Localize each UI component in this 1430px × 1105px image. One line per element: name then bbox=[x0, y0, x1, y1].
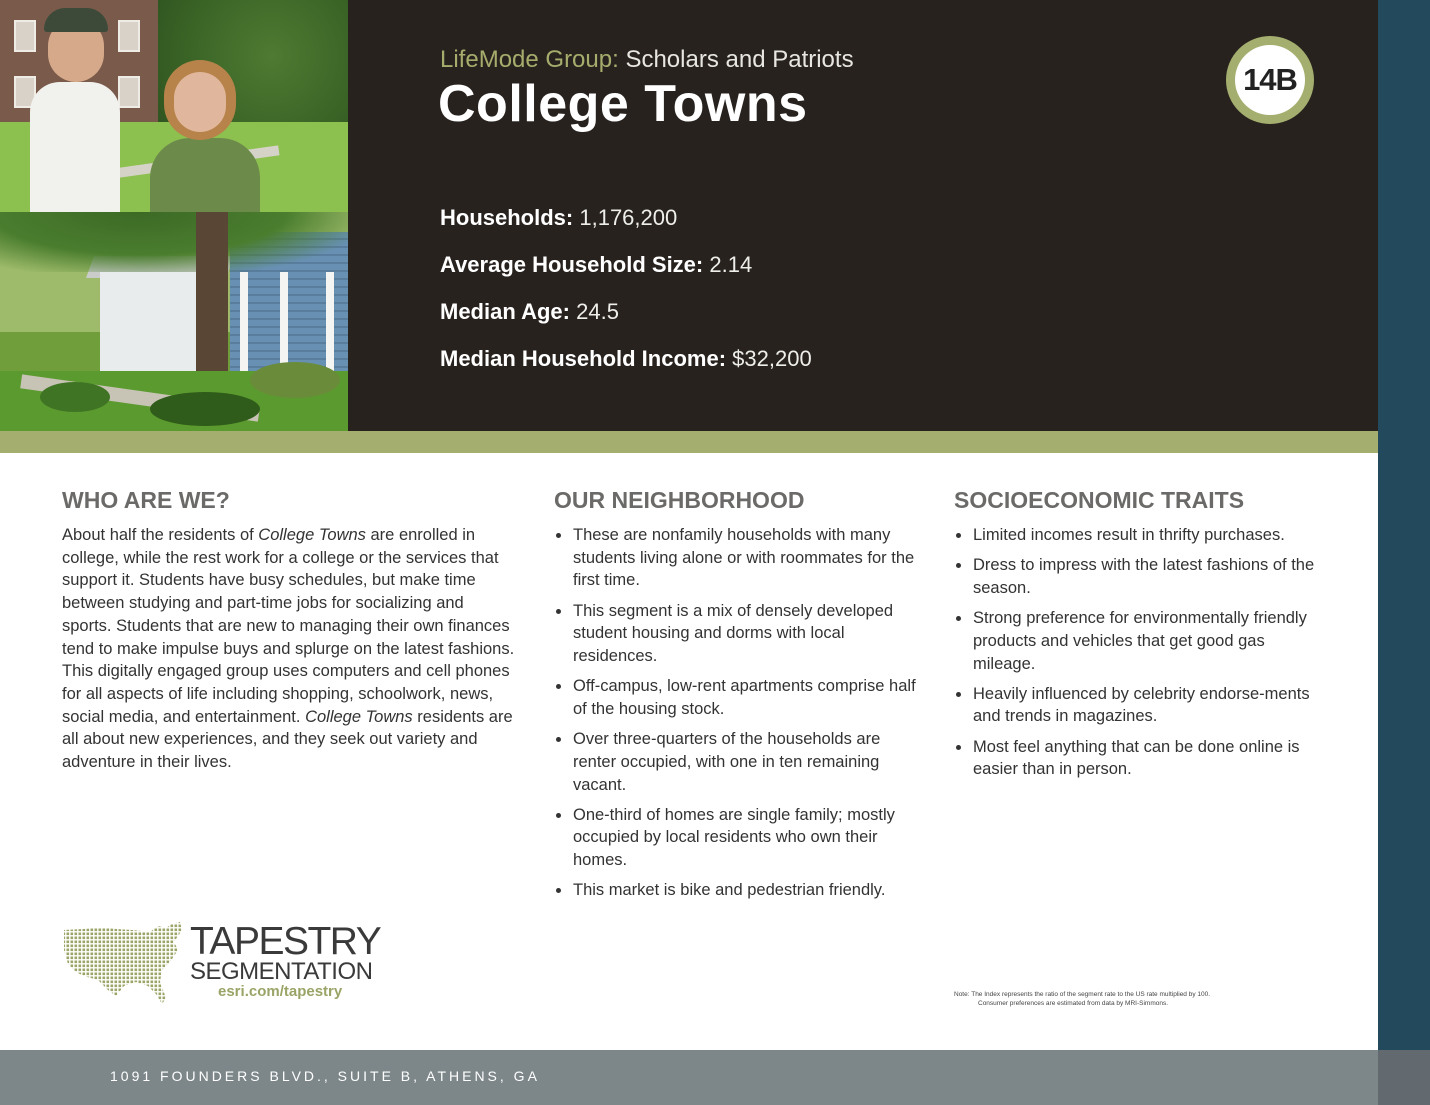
stat-median-age bbox=[440, 299, 812, 346]
our-neighborhood-heading: OUR NEIGHBORHOOD bbox=[554, 487, 805, 513]
socioeconomic-traits-heading: SOCIOECONOMIC TRAITS bbox=[954, 487, 1245, 513]
segment-name-italic: College Towns bbox=[258, 526, 366, 544]
student-woman bbox=[150, 60, 260, 212]
student-man bbox=[40, 8, 110, 212]
houses-photo bbox=[0, 212, 348, 431]
stat-households bbox=[440, 205, 812, 252]
lifemode-group-name: Scholars and Patriots bbox=[625, 46, 854, 73]
stat-label: Average Household Size: bbox=[440, 252, 704, 277]
segment-code-badge bbox=[1226, 36, 1314, 124]
list-item: Strong preference for environmentally friendly products and vehicles that get good gas mileage. bbox=[954, 607, 1319, 675]
list-item: Off-campus, low-rent apartments comprise half of the housing stock. bbox=[554, 675, 924, 720]
neighborhood-list bbox=[554, 524, 924, 910]
stat-value: 1,176,200 bbox=[579, 205, 678, 230]
list-item: Limited incomes result in thrifty purchases. bbox=[954, 524, 1319, 547]
logo-url: esri.com/tapestry bbox=[218, 983, 343, 1000]
list-item: This segment is a mix of densely developed student housing and dorms with local residences. bbox=[554, 600, 924, 668]
list-item: Dress to impress with the latest fashions of the season. bbox=[954, 554, 1319, 599]
right-edge-strip-bottom bbox=[1378, 1050, 1430, 1105]
list-item: Heavily influenced by celebrity endorse-ments and trends in magazines. bbox=[954, 683, 1319, 728]
logo-wordmark-tapestry: TAPESTRY bbox=[190, 920, 381, 963]
stat-label: Median Household Income: bbox=[440, 346, 727, 371]
olive-divider-band bbox=[0, 431, 1378, 453]
segment-header bbox=[348, 0, 1378, 431]
students-photo bbox=[0, 0, 348, 212]
traits-list bbox=[954, 524, 1319, 789]
list-item: One-third of homes are single family; mostly occupied by local residents who own their homes. bbox=[554, 804, 924, 872]
stat-label: Median Age: bbox=[440, 299, 570, 324]
logo-wordmark-segmentation: SEGMENTATION bbox=[190, 958, 373, 985]
right-edge-strip bbox=[1378, 0, 1430, 1050]
us-dot-map-icon bbox=[62, 920, 186, 1006]
list-item: This market is bike and pedestrian friendly. bbox=[554, 879, 924, 902]
stat-value: 24.5 bbox=[576, 299, 619, 324]
index-note bbox=[954, 990, 1314, 1008]
key-stats bbox=[440, 205, 812, 393]
note-line-2: Consumer preferences are estimated from data by MRI-Simmons. bbox=[978, 1000, 1169, 1007]
footer-address: 1091 FOUNDERS BLVD., SUITE B, ATHENS, GA bbox=[110, 1068, 540, 1084]
tapestry-logo bbox=[62, 920, 392, 1010]
who-are-we-text: About half the residents of College Towns are enrolled in college, while the rest work for a college or the services that support it. Students have busy schedules, but make time between studying and part-time jobs for socializing and sports. Students that are new to managing their own finances tend to make impulse buys and splurge on the latest fashions. This digitally engaged group uses computers and cell phones for all aspects of life including shopping, schoolwork, news, social media, and entertainment. College Towns residents are all about new experiences, and they seek out variety and adventure in their lives. bbox=[62, 526, 515, 772]
segment-code: 14B bbox=[1243, 62, 1297, 97]
list-item: Most feel anything that can be done online is easier than in person. bbox=[954, 736, 1319, 781]
footer-bar bbox=[0, 1050, 1378, 1105]
lifemode-line bbox=[440, 46, 854, 74]
segment-title: College Towns bbox=[438, 75, 808, 133]
lifemode-prefix: LifeMode Group: bbox=[440, 46, 619, 73]
stat-value: $32,200 bbox=[732, 346, 812, 371]
segment-name-italic: College Towns bbox=[305, 707, 413, 726]
who-are-we-heading: WHO ARE WE? bbox=[62, 487, 230, 513]
stat-label: Households: bbox=[440, 205, 574, 230]
white-house bbox=[100, 272, 210, 372]
stat-value: 2.14 bbox=[709, 252, 753, 277]
stat-household-size bbox=[440, 252, 812, 299]
list-item: These are nonfamily households with many students living alone or with roommates for the first time. bbox=[554, 524, 924, 592]
list-item: Over three-quarters of the households are renter occupied, with one in ten remaining vacant. bbox=[554, 728, 924, 796]
stat-median-income bbox=[440, 346, 812, 393]
note-line-1: Note: The Index represents the ratio of the segment rate to the US rate multiplied by 100. bbox=[954, 991, 1211, 998]
